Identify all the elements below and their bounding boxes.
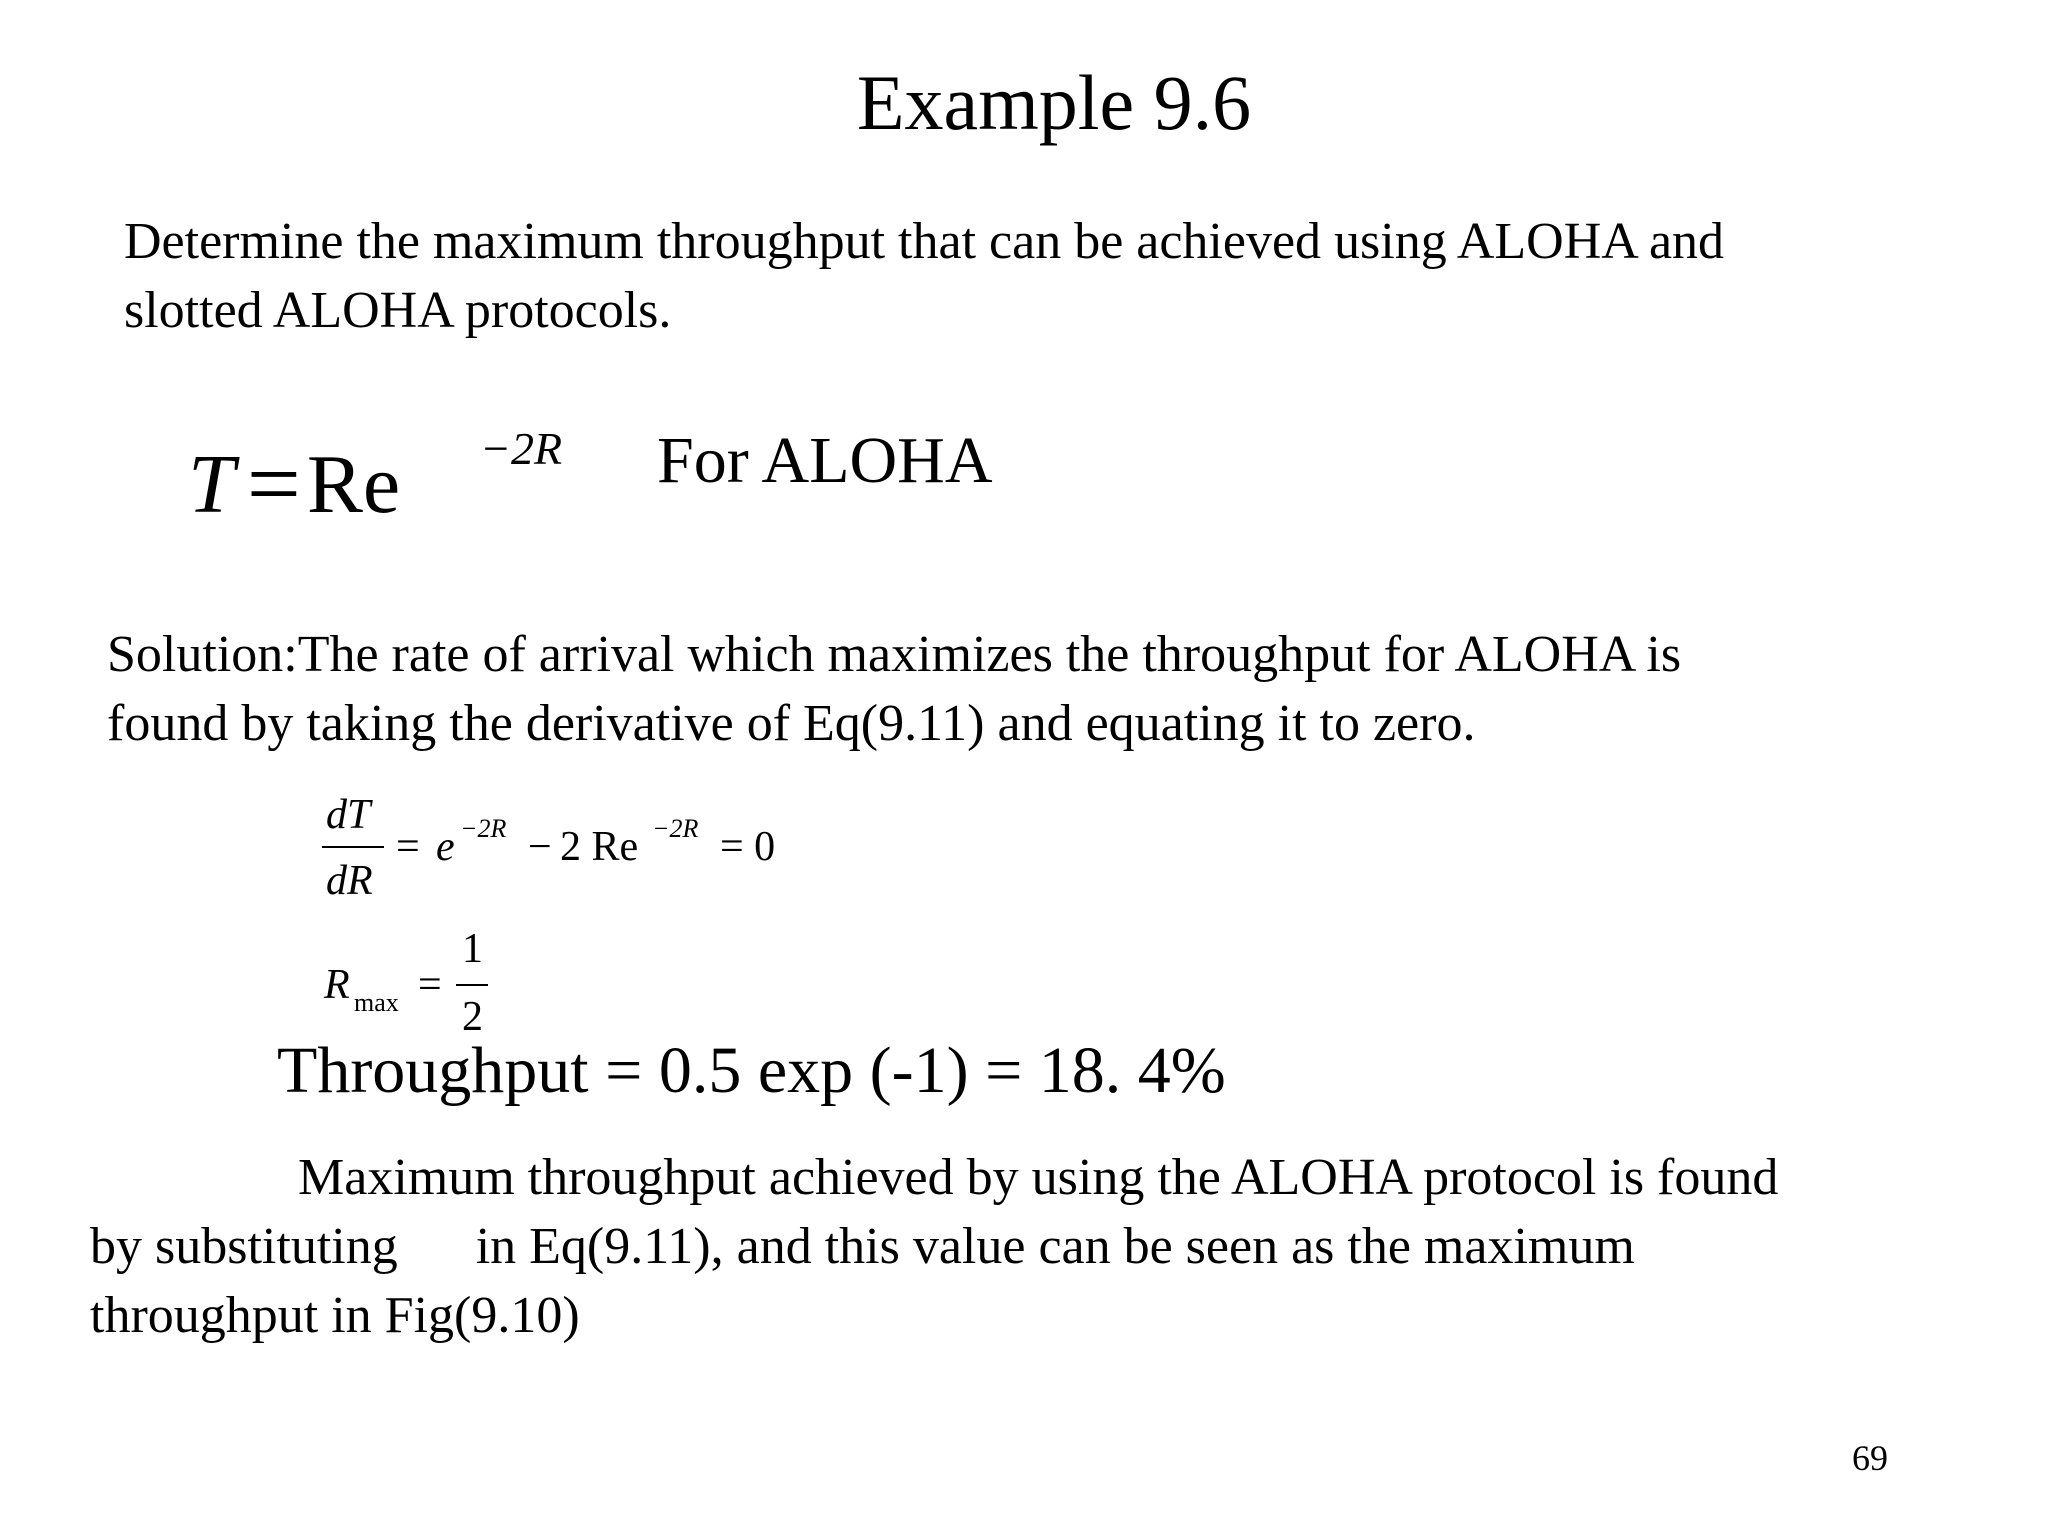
question-line-2: slotted ALOHA protocols. <box>124 282 672 339</box>
equation-equals: = <box>246 430 301 537</box>
derivative-minus: − <box>528 824 552 870</box>
derivative-e: e <box>436 824 455 870</box>
equation-rhs: Re <box>306 438 401 531</box>
rmax-fraction-bar <box>456 984 488 986</box>
rmax-denominator: 2 <box>462 994 483 1040</box>
rmax-equation <box>322 928 522 1048</box>
throughput-equation <box>188 423 563 537</box>
derivative-fraction-bar <box>322 846 384 848</box>
derivative-denominator: dR <box>326 858 373 904</box>
derivative-two-re: 2 Re <box>560 824 639 870</box>
rmax-numerator: 1 <box>462 926 483 972</box>
derivative-equals: = <box>396 824 420 870</box>
derivative-exp-1: −2R <box>460 814 507 843</box>
derivative-numerator: dT <box>326 792 371 838</box>
conclusion-line-1: Maximum throughput achieved by using the ALOHA protocol is found <box>298 1149 1779 1206</box>
rmax-equals: = <box>418 962 442 1008</box>
rmax-symbol: R <box>324 962 350 1008</box>
question-line-1: Determine the maximum throughput that can be achieved using ALOHA and <box>124 213 1725 270</box>
derivative-exp-2: −2R <box>652 814 699 843</box>
derivative-equals-zero: = 0 <box>720 824 776 870</box>
conclusion-line-3: throughput in Fig(9.10) <box>90 1287 580 1344</box>
conclusion-line-2: by substituting in Eq(9.11), and this value can be seen as the maximum <box>90 1218 1635 1275</box>
page-number: 69 <box>1852 1438 1888 1478</box>
throughput-result: Throughput = 0.5 exp (-1) = 18. 4% <box>277 1034 1226 1107</box>
equation-exponent: −2R <box>480 423 563 474</box>
equation-caption: For ALOHA <box>657 424 993 497</box>
solution-line-1: Solution:The rate of arrival which maximizes the throughput for ALOHA is <box>107 626 1682 683</box>
rmax-subscript: max <box>354 988 399 1017</box>
derivative-equation <box>322 790 802 910</box>
equation-lhs: T <box>188 438 235 531</box>
solution-line-2: found by taking the derivative of Eq(9.11) and equating it to zero. <box>107 695 1476 752</box>
slide-title: Example 9.6 <box>856 59 1252 146</box>
